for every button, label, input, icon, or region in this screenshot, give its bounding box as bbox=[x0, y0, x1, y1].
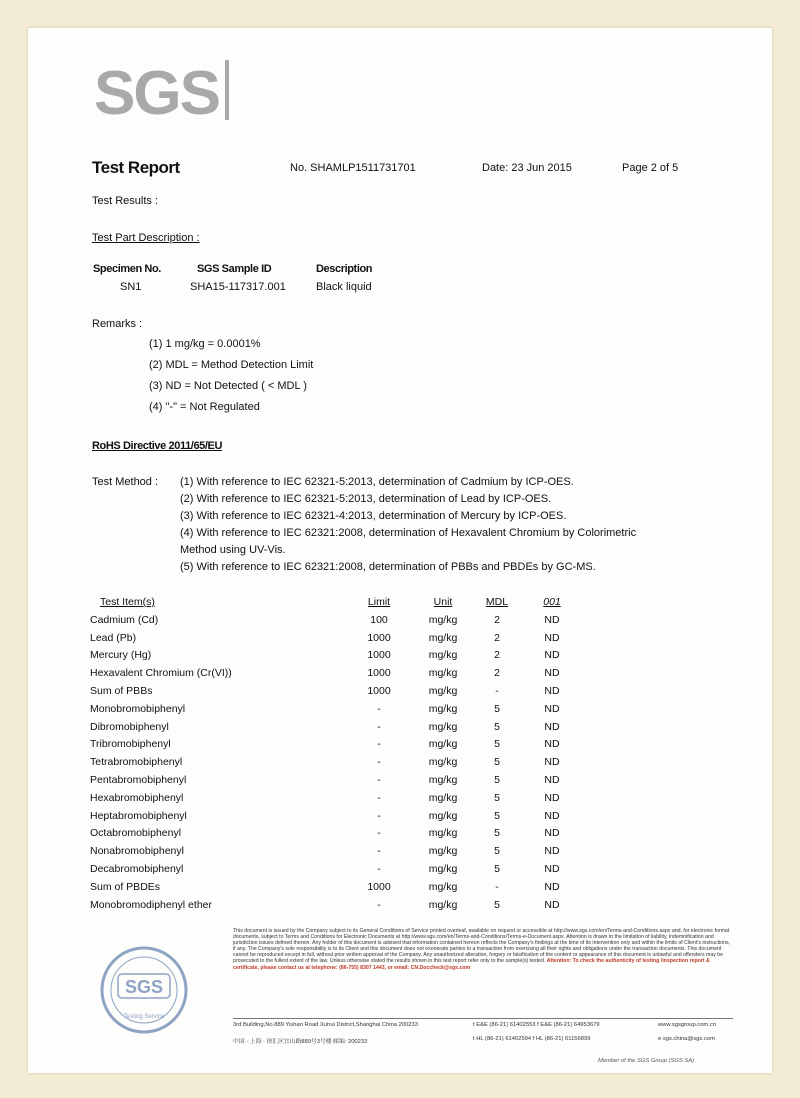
specimen-sample-id: SHA15-117317.001 bbox=[190, 281, 286, 293]
test-item-name: Monobromobiphenyl bbox=[90, 702, 186, 715]
test-method-line: (2) With reference to IEC 62321-5:2013, determination of Lead by ICP-OES. bbox=[180, 493, 552, 505]
test-item-unit: mg/kg bbox=[428, 613, 458, 626]
test-item-name: Mercury (Hg) bbox=[90, 649, 152, 662]
footer-divider bbox=[233, 1018, 733, 1019]
test-item-unit: mg/kg bbox=[428, 667, 458, 680]
report-page bbox=[28, 28, 772, 1073]
specimen-description: Black liquid bbox=[316, 281, 372, 293]
test-item-unit: mg/kg bbox=[428, 649, 458, 662]
report-title: Test Report bbox=[92, 158, 180, 177]
test-method-line: (4) With reference to IEC 62321:2008, determination of Hexavalent Chromium by Colorimetric bbox=[180, 527, 637, 539]
specimen-header-description: Description bbox=[316, 263, 373, 275]
test-item-result: ND bbox=[544, 773, 560, 786]
test-item-limit: - bbox=[377, 809, 381, 822]
table-row bbox=[90, 897, 578, 915]
test-item-mdl: 5 bbox=[494, 809, 500, 822]
test-item-limit: 1000 bbox=[367, 631, 391, 644]
header-unit: Unit bbox=[433, 596, 453, 608]
test-item-mdl: 5 bbox=[494, 845, 500, 858]
test-item-unit: mg/kg bbox=[428, 898, 458, 911]
table-row bbox=[90, 719, 578, 737]
specimen-header-no: Specimen No. bbox=[93, 263, 161, 275]
table-row bbox=[90, 683, 578, 701]
test-item-limit: 1000 bbox=[367, 880, 391, 893]
test-item-name: Heptabromobiphenyl bbox=[90, 809, 187, 822]
test-item-result: ND bbox=[544, 756, 560, 769]
test-method-line: Method using UV-Vis. bbox=[180, 544, 286, 556]
test-item-result: ND bbox=[544, 791, 560, 804]
test-item-limit: - bbox=[377, 756, 381, 769]
test-method-label: Test Method : bbox=[92, 476, 159, 488]
test-item-limit: 1000 bbox=[367, 684, 391, 697]
table-row bbox=[90, 647, 578, 665]
test-item-result: ND bbox=[544, 809, 560, 822]
test-item-result: ND bbox=[544, 631, 560, 644]
test-item-name: Pentabromobiphenyl bbox=[90, 773, 187, 786]
attention-text: Attention: To check the authenticity of testing /inspection report & certificate, please contact us at telephone: (86-755) 8307 1443, or email: CN.Doccheck@sgs.com bbox=[233, 958, 710, 971]
test-item-mdl: 2 bbox=[494, 613, 500, 626]
part-description-label: Test Part Description : bbox=[92, 232, 200, 244]
results-table bbox=[90, 594, 578, 914]
test-item-result: ND bbox=[544, 827, 560, 840]
test-item-mdl: 5 bbox=[494, 827, 500, 840]
disclaimer-text: This document is issued by the Company subject to its General Conditions of Service printed overleaf, available on request or accessible at http://www.sgs.com/en/Terms-and-Conditions.aspx and, for electronic format documents, subject to Terms and Conditions for Electronic Documents at http://www.sgs.com/en/Terms-and-Conditions/Terms-e-Document.aspx. Attention is drawn to the limitation of liability, indemnification and jurisdiction issues defined therein. Any holder of this document is advised that information contained hereon reflects the Company's findings at the time of its intervention only and within the limits of Client's instructions, if any. The Company's sole responsibility is to its Client and this document does not exonerate parties to a transaction from exercising all their rights and obligations under the transaction documents. This document cannot be reproduced except in full, without prior written approval of the Company. Any unauthorized alteration, forgery or falsification of the content or appearance of this document is unlawful and offenders may be prosecuted to the fullest extent of the law. Unless otherwise stated the results shown in this test report refer only to the sample(s) tested. bbox=[233, 928, 731, 965]
page-number: Page 2 of 5 bbox=[622, 162, 679, 174]
test-item-result: ND bbox=[544, 880, 560, 893]
header-mdl: MDL bbox=[485, 596, 509, 608]
test-item-unit: mg/kg bbox=[428, 684, 458, 697]
table-row bbox=[90, 665, 578, 683]
test-item-unit: mg/kg bbox=[428, 845, 458, 858]
member-of-sgs: Member of the SGS Group (SGS SA) bbox=[598, 1058, 695, 1064]
test-item-limit: - bbox=[377, 862, 381, 875]
directive-heading: RoHS Directive 2011/65/EU bbox=[92, 440, 223, 452]
results-header-row bbox=[90, 594, 578, 612]
test-item-mdl: 5 bbox=[494, 702, 500, 715]
sgs-logo bbox=[94, 58, 254, 128]
test-item-limit: - bbox=[377, 720, 381, 733]
table-row bbox=[90, 825, 578, 843]
test-item-name: Octabromobiphenyl bbox=[90, 827, 182, 840]
table-row bbox=[90, 879, 578, 897]
test-item-mdl: 5 bbox=[494, 862, 500, 875]
test-item-name: Sum of PBDEs bbox=[90, 880, 161, 893]
report-date: Date: 23 Jun 2015 bbox=[482, 162, 572, 174]
email: e sgs.china@sgs.com bbox=[658, 1036, 715, 1042]
test-item-unit: mg/kg bbox=[428, 720, 458, 733]
test-item-unit: mg/kg bbox=[428, 756, 458, 769]
test-item-result: ND bbox=[544, 898, 560, 911]
test-item-mdl: - bbox=[495, 684, 499, 697]
table-row bbox=[90, 790, 578, 808]
test-item-name: Sum of PBBs bbox=[90, 684, 153, 697]
test-item-name: Dibromobiphenyl bbox=[90, 720, 169, 733]
address-english: 3rd Building,No.889 Yishan Road Xuhui District,Shanghai China 200233 bbox=[233, 1022, 418, 1028]
test-item-result: ND bbox=[544, 720, 560, 733]
remark-item: (4) "-" = Not Regulated bbox=[149, 401, 260, 413]
test-method-line: (3) With reference to IEC 62321-4:2013, determination of Mercury by ICP-OES. bbox=[180, 510, 567, 522]
test-item-mdl: 5 bbox=[494, 773, 500, 786]
test-results-label: Test Results : bbox=[92, 195, 159, 207]
test-item-unit: mg/kg bbox=[428, 862, 458, 875]
test-item-mdl: 5 bbox=[494, 898, 500, 911]
test-item-unit: mg/kg bbox=[428, 880, 458, 893]
specimen-header-id: SGS Sample ID bbox=[197, 263, 272, 275]
header-test-items: Test Item(s) bbox=[100, 596, 155, 608]
table-row bbox=[90, 754, 578, 772]
test-item-result: ND bbox=[544, 738, 560, 751]
test-item-unit: mg/kg bbox=[428, 791, 458, 804]
sgs-stamp bbox=[96, 940, 216, 1040]
table-row bbox=[90, 861, 578, 879]
test-item-result: ND bbox=[544, 702, 560, 715]
report-number: No. SHAMLP1511731701 bbox=[290, 162, 416, 174]
test-item-unit: mg/kg bbox=[428, 738, 458, 751]
test-item-mdl: 2 bbox=[494, 631, 500, 644]
test-item-name: Tribromobiphenyl bbox=[90, 738, 171, 751]
test-item-unit: mg/kg bbox=[428, 827, 458, 840]
footer-disclaimer bbox=[233, 928, 733, 971]
test-item-result: ND bbox=[544, 684, 560, 697]
table-row bbox=[90, 808, 578, 826]
test-item-name: Decabromobiphenyl bbox=[90, 862, 184, 875]
test-item-result: ND bbox=[544, 649, 560, 662]
table-row bbox=[90, 612, 578, 630]
results-body bbox=[90, 612, 578, 915]
test-item-result: ND bbox=[544, 862, 560, 875]
specimen-no: SN1 bbox=[120, 281, 142, 293]
test-item-name: Nonabromobiphenyl bbox=[90, 845, 184, 858]
stamp-caption: Testing Service bbox=[123, 1014, 165, 1020]
test-item-name: Cadmium (Cd) bbox=[90, 613, 159, 626]
sgs-logo-bar bbox=[225, 60, 229, 120]
test-method-line: (1) With reference to IEC 62321-5:2013, determination of Cadmium by ICP-OES. bbox=[180, 476, 574, 488]
test-item-mdl: 5 bbox=[494, 720, 500, 733]
test-item-name: Monobromodiphenyl ether bbox=[90, 898, 212, 911]
table-row bbox=[90, 736, 578, 754]
remarks-label: Remarks : bbox=[92, 318, 143, 330]
test-item-limit: - bbox=[377, 791, 381, 804]
test-item-result: ND bbox=[544, 845, 560, 858]
phone-chinese: t HL (86-21) 61402594 f HL (86-21) 61156899 bbox=[473, 1036, 591, 1042]
remark-item: (1) 1 mg/kg = 0.0001% bbox=[149, 338, 261, 350]
test-item-name: Lead (Pb) bbox=[90, 631, 137, 644]
test-item-name: Hexabromobiphenyl bbox=[90, 791, 184, 804]
test-item-name: Hexavalent Chromium (Cr(VI)) bbox=[90, 667, 232, 680]
table-row bbox=[90, 772, 578, 790]
table-row bbox=[90, 630, 578, 648]
test-item-limit: 100 bbox=[370, 613, 388, 626]
test-item-limit: - bbox=[377, 845, 381, 858]
test-item-unit: mg/kg bbox=[428, 631, 458, 644]
test-item-mdl: 5 bbox=[494, 738, 500, 751]
header-limit: Limit bbox=[367, 596, 391, 608]
sgs-logo-text: SGS bbox=[94, 59, 219, 128]
test-item-limit: 1000 bbox=[367, 667, 391, 680]
test-item-mdl: 2 bbox=[494, 667, 500, 680]
test-item-result: ND bbox=[544, 667, 560, 680]
test-item-limit: - bbox=[377, 738, 381, 751]
test-item-mdl: - bbox=[495, 880, 499, 893]
test-item-unit: mg/kg bbox=[428, 702, 458, 715]
test-item-mdl: 2 bbox=[494, 649, 500, 662]
test-item-name: Tetrabromobiphenyl bbox=[90, 756, 183, 769]
test-item-mdl: 5 bbox=[494, 791, 500, 804]
test-item-mdl: 5 bbox=[494, 756, 500, 769]
test-item-unit: mg/kg bbox=[428, 773, 458, 786]
remark-item: (2) MDL = Method Detection Limit bbox=[149, 359, 314, 371]
phone-english: t E&E (86-21) 61402553 f E&E (86-21) 64953679 bbox=[473, 1022, 600, 1028]
address-chinese: 中国 · 上海 · 徐汇区宜山路889号3号楼 邮编: 200233 bbox=[233, 1039, 368, 1045]
website: www.sgsgroup.com.cn bbox=[658, 1022, 716, 1028]
test-item-result: ND bbox=[544, 613, 560, 626]
test-item-limit: - bbox=[377, 827, 381, 840]
test-method-line: (5) With reference to IEC 62321:2008, determination of PBBs and PBDEs by GC-MS. bbox=[180, 561, 596, 573]
table-row bbox=[90, 701, 578, 719]
stamp-logo-text: SGS bbox=[124, 977, 164, 997]
header-sample-001: 001 bbox=[543, 596, 561, 608]
test-item-limit: - bbox=[377, 898, 381, 911]
test-item-unit: mg/kg bbox=[428, 809, 458, 822]
table-row bbox=[90, 843, 578, 861]
test-item-limit: - bbox=[377, 702, 381, 715]
test-item-limit: 1000 bbox=[367, 649, 391, 662]
remark-item: (3) ND = Not Detected ( < MDL ) bbox=[149, 380, 307, 392]
test-item-limit: - bbox=[377, 773, 381, 786]
